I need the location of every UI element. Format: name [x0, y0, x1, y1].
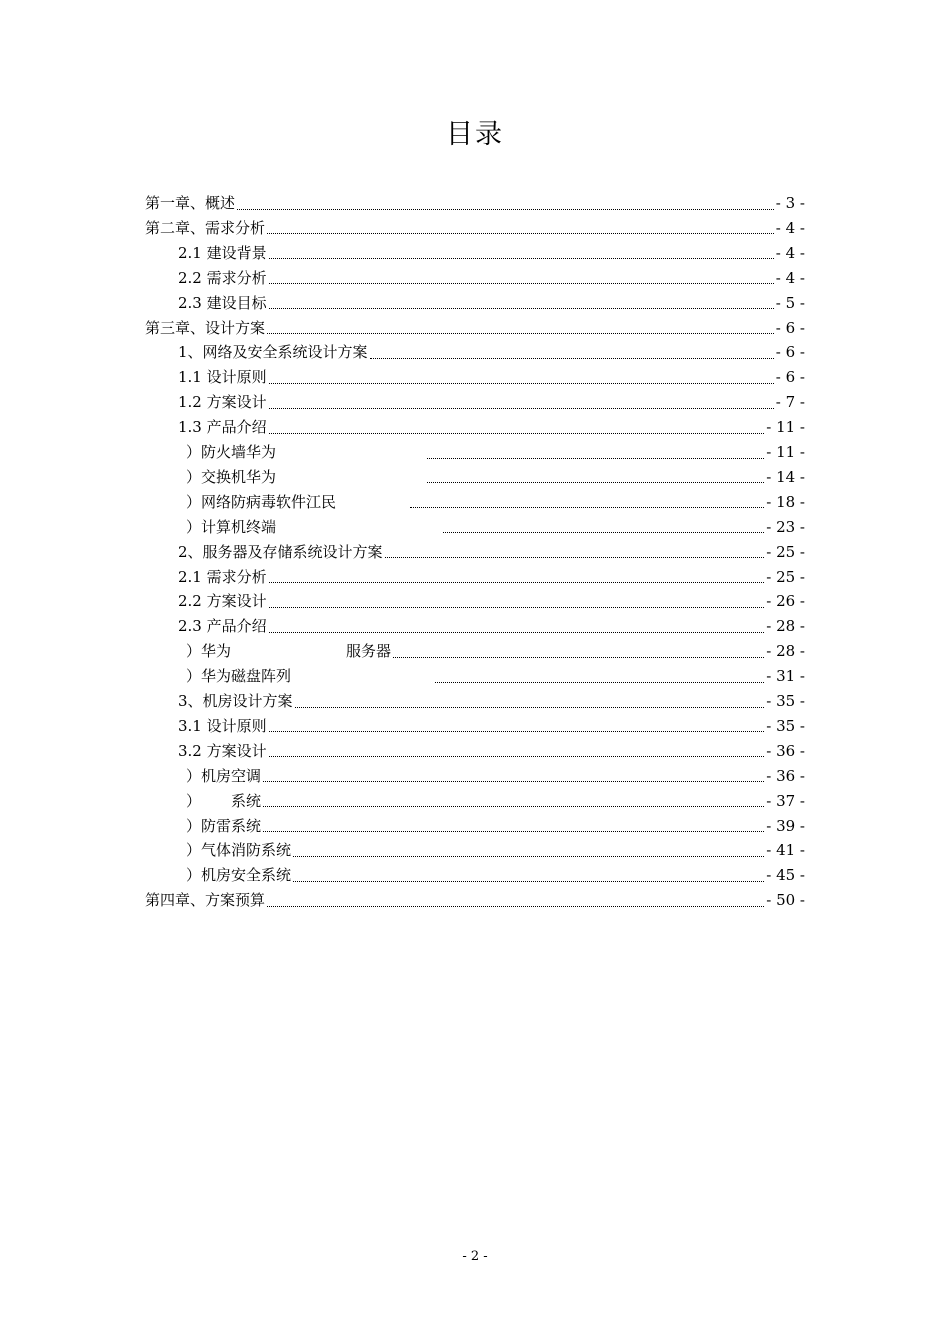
dot-leader [237, 209, 774, 210]
dot-leader [385, 557, 765, 558]
toc-entry-label: ）网络防病毒软件江民 [186, 492, 337, 511]
page-number: - 2 - [462, 1249, 488, 1264]
toc-entry[interactable] [186, 441, 805, 463]
dot-leader [393, 657, 764, 658]
toc-entry[interactable] [186, 466, 805, 488]
toc-entry-label: 2.3 产品介绍 [178, 617, 267, 636]
toc-entry[interactable] [186, 790, 805, 812]
toc-entry-label: ）华为 [186, 642, 232, 661]
toc-entry-label: 2.2 方案设计 [178, 592, 267, 611]
toc-entry-label: ）华为磁盘阵列 [186, 667, 292, 686]
toc-entry[interactable] [178, 366, 805, 388]
toc-entry-page: - 4 - [775, 268, 805, 287]
toc-entry-label: ） [186, 791, 202, 810]
dot-leader [267, 233, 774, 234]
toc-entry-label: 第四章、方案预算 [145, 891, 266, 910]
toc-entry[interactable] [186, 839, 805, 861]
toc-entry-page: - 3 - [775, 194, 805, 212]
toc-entry[interactable] [178, 590, 805, 612]
toc-entry-label: ）气体消防系统 [186, 841, 292, 860]
toc-entry-label: ）计算机终端 [186, 517, 277, 536]
toc-title: 目录 [446, 119, 504, 150]
toc-entry-label: 2.1 需求分析 [178, 567, 267, 586]
dot-leader [267, 333, 774, 334]
toc-entry-page: - 23 - [766, 517, 805, 536]
dot-leader [269, 308, 774, 309]
toc-entry-page: - 11 - [766, 443, 805, 461]
toc-entry-page: - 6 - [775, 343, 805, 362]
dot-leader [269, 607, 765, 608]
toc-entry-page: - 36 - [766, 741, 805, 760]
toc-entry[interactable] [178, 566, 805, 588]
toc-entry-label: ）机房空调 [186, 766, 262, 785]
toc-entry[interactable] [178, 341, 805, 363]
toc-entry[interactable] [186, 665, 805, 687]
toc-entry-label: ）机房安全系统 [186, 866, 292, 885]
toc-entry-page: - 11 - [766, 418, 805, 437]
toc-entry[interactable] [186, 815, 805, 837]
dot-leader [263, 806, 764, 807]
toc-entry-page: - 39 - [766, 816, 805, 835]
toc-entry-label: 1.1 设计原则 [178, 368, 267, 387]
toc-entry[interactable] [178, 416, 805, 438]
toc-entry-label-continued: 系统 [231, 791, 262, 810]
toc-entry[interactable] [178, 615, 805, 637]
toc-entry-page: - 41 - [766, 841, 805, 860]
dot-leader [410, 507, 764, 508]
toc-entry-page: - 18 - [766, 492, 805, 511]
toc-entry-page: - 26 - [766, 592, 805, 611]
toc-entry-label: 1、网络及安全系统设计方案 [178, 343, 368, 362]
toc-entry[interactable] [178, 391, 805, 413]
toc-entry-label: 3.1 设计原则 [178, 716, 267, 735]
toc-entry-label: 2、服务器及存储系统设计方案 [178, 542, 383, 561]
toc-entry-label: 2.2 需求分析 [178, 268, 267, 287]
toc-entry[interactable] [186, 864, 805, 886]
dot-leader [269, 408, 774, 409]
dot-leader [269, 283, 774, 284]
toc-entry-label: 1.2 方案设计 [178, 393, 267, 412]
dot-leader [443, 532, 764, 533]
toc-entry[interactable] [178, 690, 805, 712]
toc-entry-label-continued: 服务器 [346, 642, 392, 661]
toc-entry[interactable] [178, 715, 805, 737]
dot-leader [269, 756, 765, 757]
toc-entry-page: - 35 - [766, 692, 805, 710]
toc-entry[interactable] [186, 516, 805, 538]
toc-entry[interactable] [145, 192, 805, 214]
toc-entry-page: - 25 - [766, 567, 805, 586]
toc-entry-page: - 6 - [775, 368, 805, 387]
toc-entry-page: - 7 - [775, 393, 805, 412]
toc-entry-page: - 28 - [766, 617, 805, 636]
toc-entry-label: 2.3 建设目标 [178, 293, 267, 312]
toc-entry-page: - 14 - [766, 467, 805, 486]
toc-entry-page: - 36 - [766, 766, 805, 785]
dot-leader [263, 831, 764, 832]
toc-entry-page: - 5 - [775, 293, 805, 312]
toc-entry-page: - 28 - [766, 642, 805, 661]
toc-entry-page: - 31 - [766, 667, 805, 686]
toc-entry-label: ）防火墙华为 [186, 443, 277, 461]
toc-entry[interactable] [145, 317, 805, 339]
toc-entry-label: 第二章、需求分析 [145, 218, 266, 237]
dot-leader [269, 258, 774, 259]
dot-leader [293, 881, 764, 882]
toc-entry[interactable] [178, 292, 805, 314]
dot-leader [269, 731, 765, 732]
toc-entry-label: 3.2 方案设计 [178, 741, 267, 760]
toc-entry[interactable] [178, 267, 805, 289]
toc-entry[interactable] [186, 491, 805, 513]
toc-entry-label: 1.3 产品介绍 [178, 418, 267, 437]
toc-entry-page: - 35 - [766, 716, 805, 735]
toc-entry[interactable] [145, 217, 805, 239]
dot-leader [267, 906, 764, 907]
toc-entry-label: ）防雷系统 [186, 816, 262, 835]
toc-entry[interactable] [178, 541, 805, 563]
dot-leader [293, 856, 764, 857]
dot-leader [295, 707, 765, 708]
toc-entry-label: ）交换机华为 [186, 467, 277, 486]
toc-entry[interactable] [145, 889, 805, 911]
toc-entry[interactable] [178, 740, 805, 762]
toc-entry[interactable] [186, 765, 805, 787]
toc-entry[interactable] [186, 640, 805, 662]
toc-entry-label: 第三章、设计方案 [145, 318, 266, 337]
dot-leader [269, 582, 765, 583]
toc-entry-label: 2.1 建设背景 [178, 243, 267, 262]
dot-leader [269, 632, 765, 633]
toc-entry-page: - 50 - [766, 891, 805, 910]
toc-entry-page: - 4 - [775, 243, 805, 262]
dot-leader [427, 458, 764, 459]
dot-leader [370, 358, 774, 359]
toc-entry-page: - 37 - [766, 791, 805, 810]
toc-entry[interactable] [178, 242, 805, 264]
toc-entry-page: - 45 - [766, 866, 805, 885]
dot-leader [269, 383, 774, 384]
dot-leader [263, 781, 764, 782]
dot-leader [269, 433, 765, 434]
toc-entry-page: - 4 - [775, 218, 805, 237]
toc-entry-label: 3、机房设计方案 [178, 692, 293, 710]
dot-leader [435, 682, 764, 683]
toc-entry-page: - 6 - [775, 318, 805, 337]
dot-leader [427, 482, 764, 483]
toc-entry-page: - 25 - [766, 542, 805, 561]
toc-entry-label: 第一章、概述 [145, 194, 236, 212]
